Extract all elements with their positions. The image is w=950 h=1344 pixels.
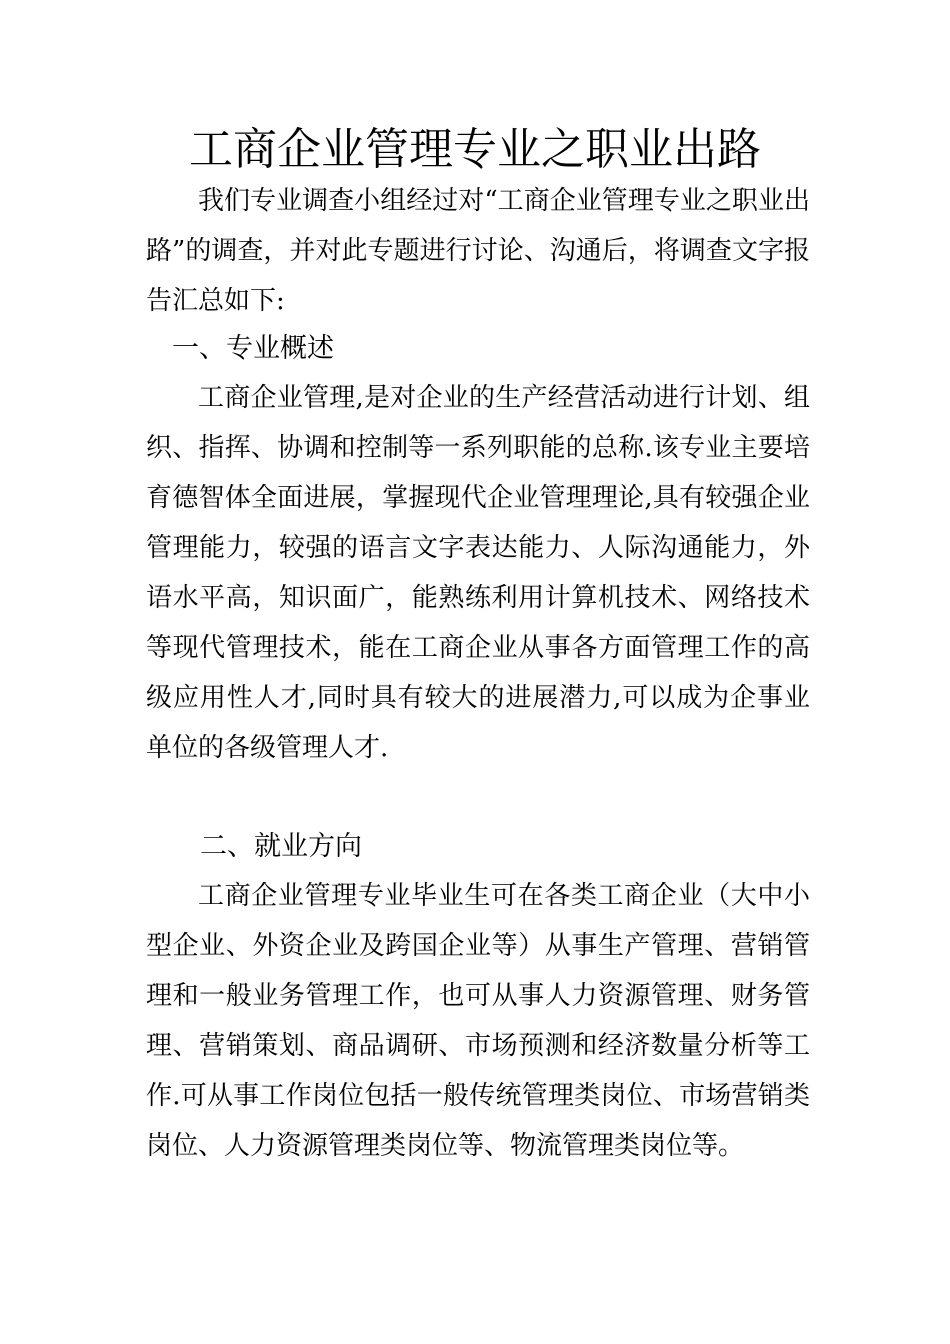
section-body-employment: 工商企业管理专业毕业生可在各类工商企业（大中小型企业、外资企业及跨国企业等）从事生产管理、营销管理和一般业务管理工作，也可从事人力资源管理、财务管理、营销策划、商品调研、市场预测和经济数量分析等工作.可从事工作岗位包括一般传统管理类岗位、市场营销类岗位、人力资源管理类岗位等、物流管理类岗位等。 xyxy=(146,881,810,1161)
intro-paragraph: 我们专业调查小组经过对“工商企业管理专业之职业出路”的调查，并对此专题进行讨论、沟通后，将调查文字报告汇总如下: xyxy=(146,186,810,316)
document-title: 工商企业管理专业之职业出路 xyxy=(189,124,761,175)
section-heading-employment: 二、就业方向 xyxy=(200,831,362,862)
section-heading-overview: 一、专业概述 xyxy=(172,333,334,364)
section-body-overview: 工商企业管理,是对企业的生产经营活动进行计划、组织、指挥、协调和控制等一系列职能的总称.该专业主要培育德智体全面进展，掌握现代企业管理理论,具有较强企业管理能力，较强的语言文字表达能力、人际沟通能力，外语水平高，知识面广，能熟练利用计算机技术、网络技术等现代管理技术，能在工商企业从事各方面管理工作的高级应用性人才,同时具有较大的进展潜力,可以成为企事业单位的各级管理人才. xyxy=(146,383,810,763)
